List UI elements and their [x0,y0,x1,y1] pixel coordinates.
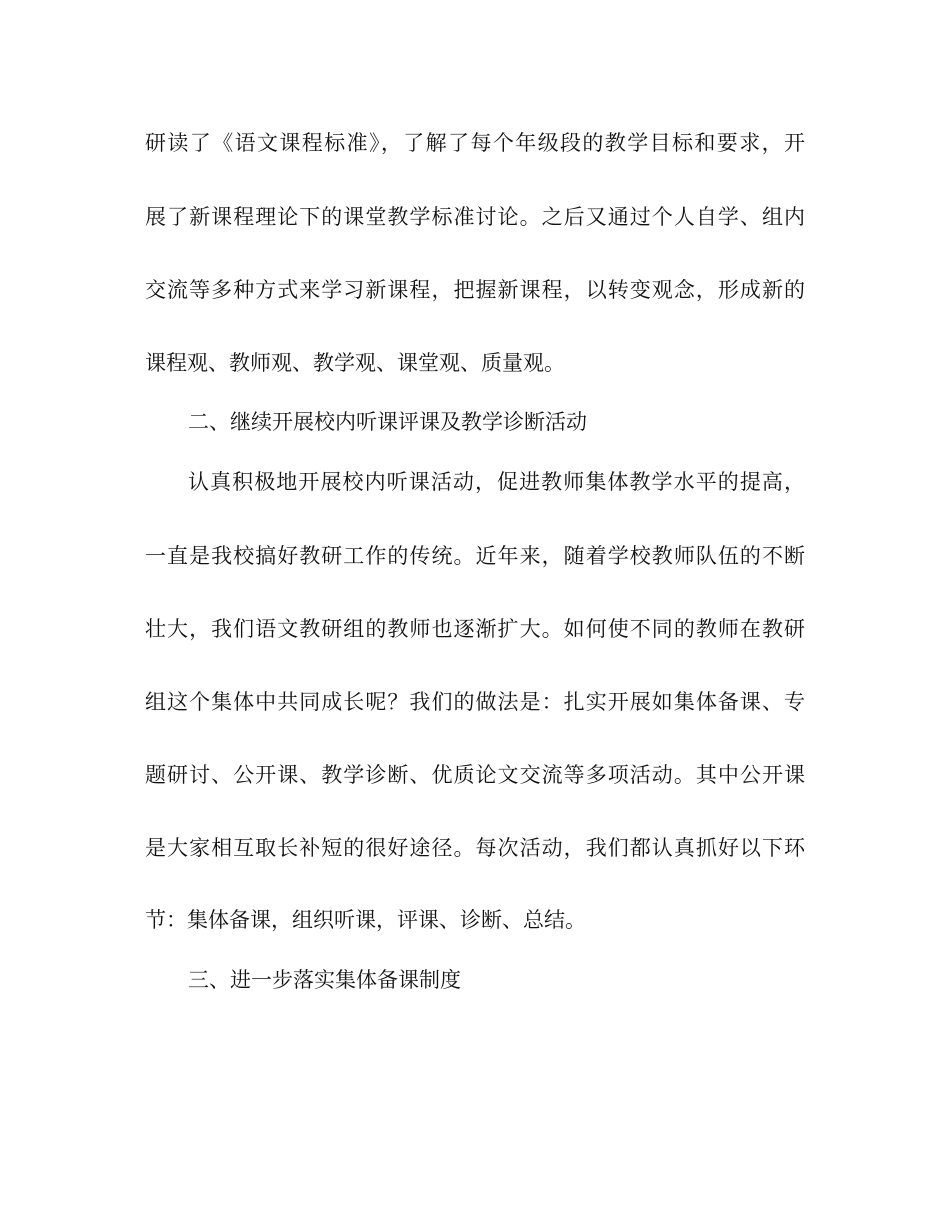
paragraph-2-line-5: 题研讨、公开课、教学诊断、优质论文交流等多项活动。其中公开课 [145,763,805,787]
section-heading-3: 三、进一步落实集体备课制度 [188,968,461,992]
paragraph-2-line-2: 一直是我校搞好教研工作的传统。近年来，随着学校教师队伍的不断 [145,544,805,568]
paragraph-2-line-4: 组这个集体中共同成长呢？我们的做法是：扎实开展如集体备课、专 [145,690,805,714]
paragraph-2-line-7: 节：集体备课，组织听课，评课、诊断、总结。 [145,908,586,932]
paragraph-2-line-1: 认真积极地开展校内听课活动，促进教师集体教学水平的提高， [188,470,805,494]
paragraph-1-line-3: 交流等多种方式来学习新课程，把握新课程，以转变观念，形成新的 [145,278,805,302]
paragraph-1-line-2: 展了新课程理论下的课堂教学标准讨论。之后又通过个人自学、组内 [145,205,805,229]
paragraph-2-line-3: 壮大，我们语文教研组的教师也逐渐扩大。如何使不同的教师在教研 [145,617,805,641]
section-heading-2: 二、继续开展校内听课评课及教学诊断活动 [188,410,587,434]
paragraph-1-line-1: 研读了《语文课程标准》，了解了每个年级段的教学目标和要求，开 [145,131,805,155]
paragraph-1-line-4: 课程观、教师观、教学观、课堂观、质量观。 [145,351,565,375]
paragraph-2-line-6: 是大家相互取长补短的很好途径。每次活动，我们都认真抓好以下环 [145,836,805,860]
